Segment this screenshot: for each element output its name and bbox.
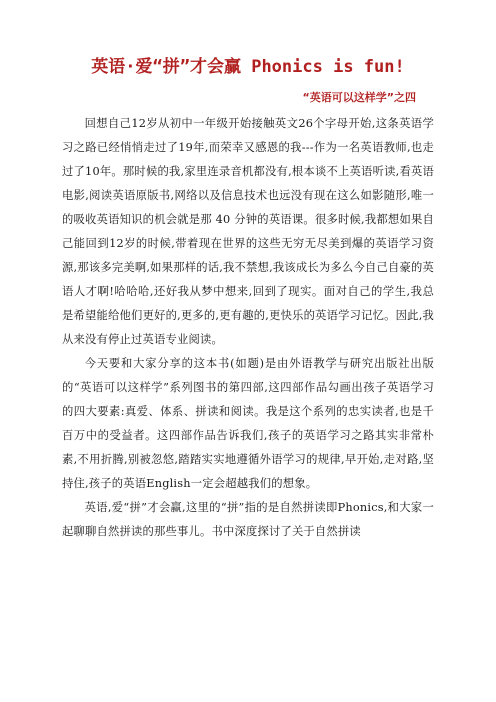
paragraph-3: 英语,爱“拼”才会赢,这里的“拼”指的是自然拼读即Phonics,和大家一起聊聊自然拼读的那些事儿。书中深度探讨了关于自然拼读 [62, 501, 434, 538]
document-body [62, 112, 434, 544]
paragraph-2: 今天要和大家分享的这本书(如题)是由外语教学与研究出版社出版的“英语可以这样学”系列图书的第四部,这四部作品勾画出孩子英语学习的四大要素:真爱、体系、拼读和阅读。我是这个系列的忠实读者,也是千百万中的受益者。这四部作品告诉我们,孩子的英语学习之路其实非常朴素,不用折腾,别被忽悠,踏踏实实地遵循外语学习的规律,早开始,走对路,坚持住,孩子的英语English一定会超越我们的想象。 [62, 357, 434, 490]
paragraph-1: 回想自己12岁从初中一年级开始接触英文26个字母开始,这条英语学习之路已经悄悄走过了19年,而荣幸又感恩的我---作为一名英语教师,也走过了10年。那时候的我,家里连录音机都没有,根本谈不上英语听读,看英语电影,阅读英语原版书,网络以及信息技术也远没有现在这么如影随形,唯一的吸收英语知识的机会就是那 40 分钟的英语课。很多时候,我都想如果自己能回到12岁的时候,带着现在世界的这些无穷无尽美到爆的英语学习资源,那该多完美啊,如果那样的话,我不禁想,我该成长为多么今自己自豪的英语人才啊!哈哈哈,还好我从梦中想来,回到了现实。面对自己的学生,我总是希望能给他们更好的,更多的,更有趣的,更快乐的英语学习记忆。因此,我从来没有停止过英语专业阅读。 [62, 117, 434, 346]
document-title: 英语·爱“拼”才会赢 Phonics is fun! [91, 57, 405, 77]
document-subtitle: “英语可以这样学”之四 [302, 91, 416, 104]
